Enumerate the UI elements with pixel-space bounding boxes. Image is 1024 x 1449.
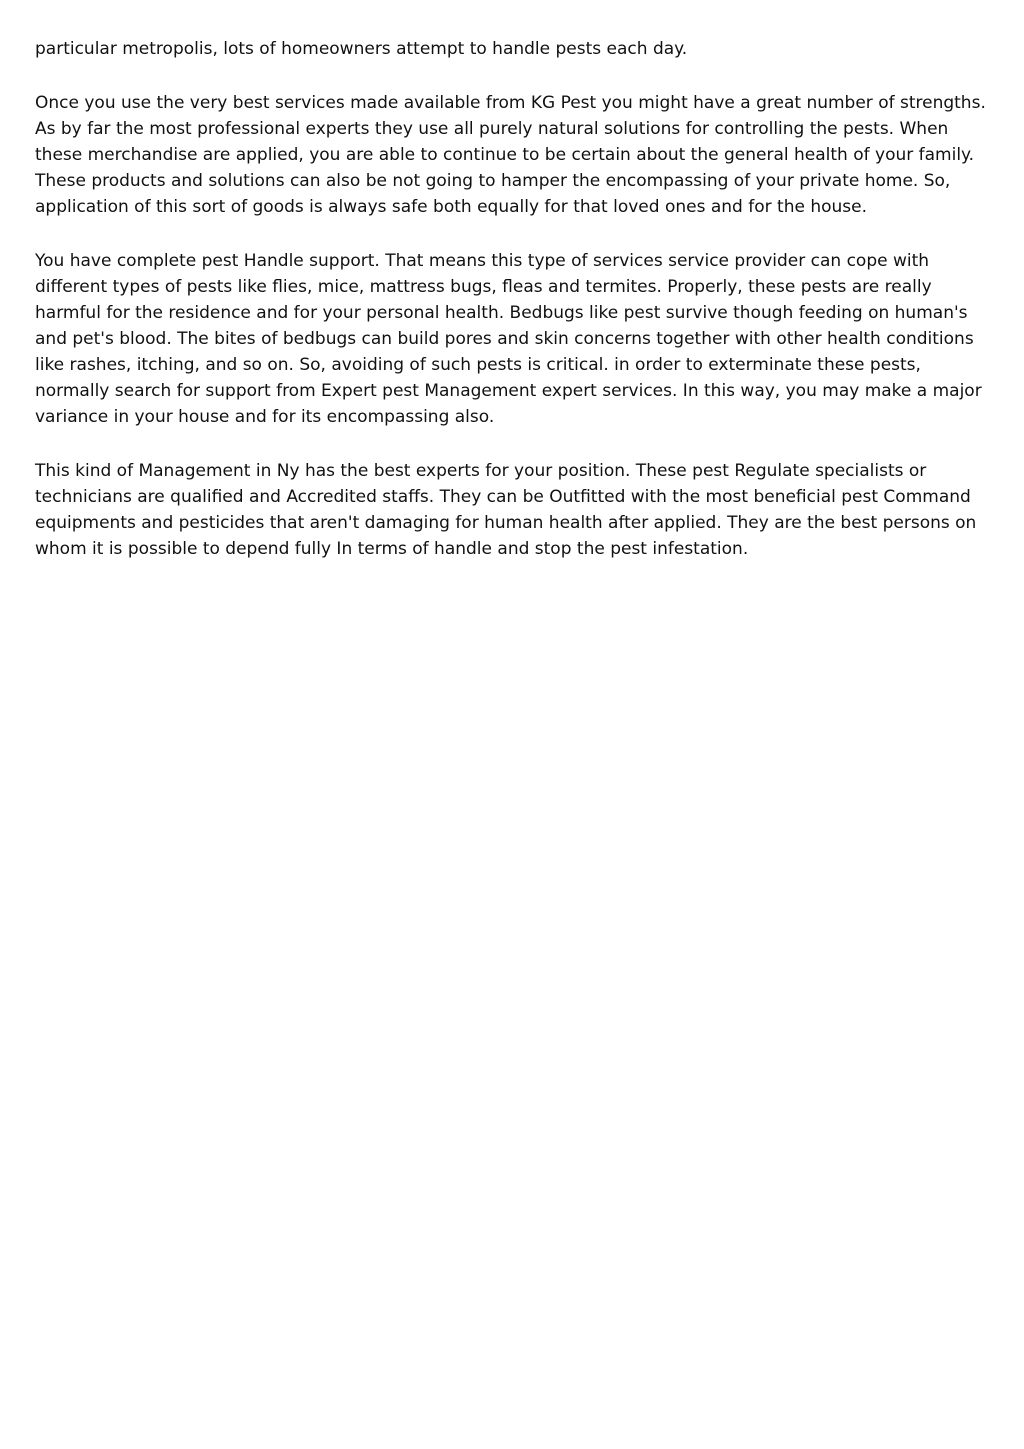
document-page — [35, 36, 995, 590]
paragraph-4: This kind of Management in Ny has the best experts for your position. These pest Regulate specialists or technicians are qualified and Accredited staffs. They can be Outfitted with the most beneficial pest Command equipments and pesticides that aren't damaging for human health after applied. They are the best persons on whom it is possible to depend fully In terms of handle and stop the pest infestation. — [35, 461, 977, 559]
paragraph-1: particular metropolis, lots of homeowners attempt to handle pests each day. — [35, 39, 688, 59]
paragraph-2: Once you use the very best services made available from KG Pest you might have a great number of strengths. As by far the most professional experts they use all purely natural solutions for controlling the pests. When these merchandise are applied, you are able to continue to be certain about the general health of your family. These products and solutions can also be not going to hamper the encompassing of your private home. So, application of this sort of goods is always safe both equally for that loved ones and for the house. — [35, 93, 986, 217]
paragraph-3: You have complete pest Handle support. That means this type of services service provider can cope with different types of pests like flies, mice, mattress bugs, fleas and termites. Properly, these pests are really harmful for the residence and for your personal health. Bedbugs like pest survive though feeding on human's and pet's blood. The bites of bedbugs can build pores and skin concerns together with other health conditions like rashes, itching, and so on. So, avoiding of such pests is critical. in order to exterminate these pests, normally search for support from Expert pest Management expert services. In this way, you may make a major variance in your house and for its encompassing also. — [35, 251, 982, 427]
